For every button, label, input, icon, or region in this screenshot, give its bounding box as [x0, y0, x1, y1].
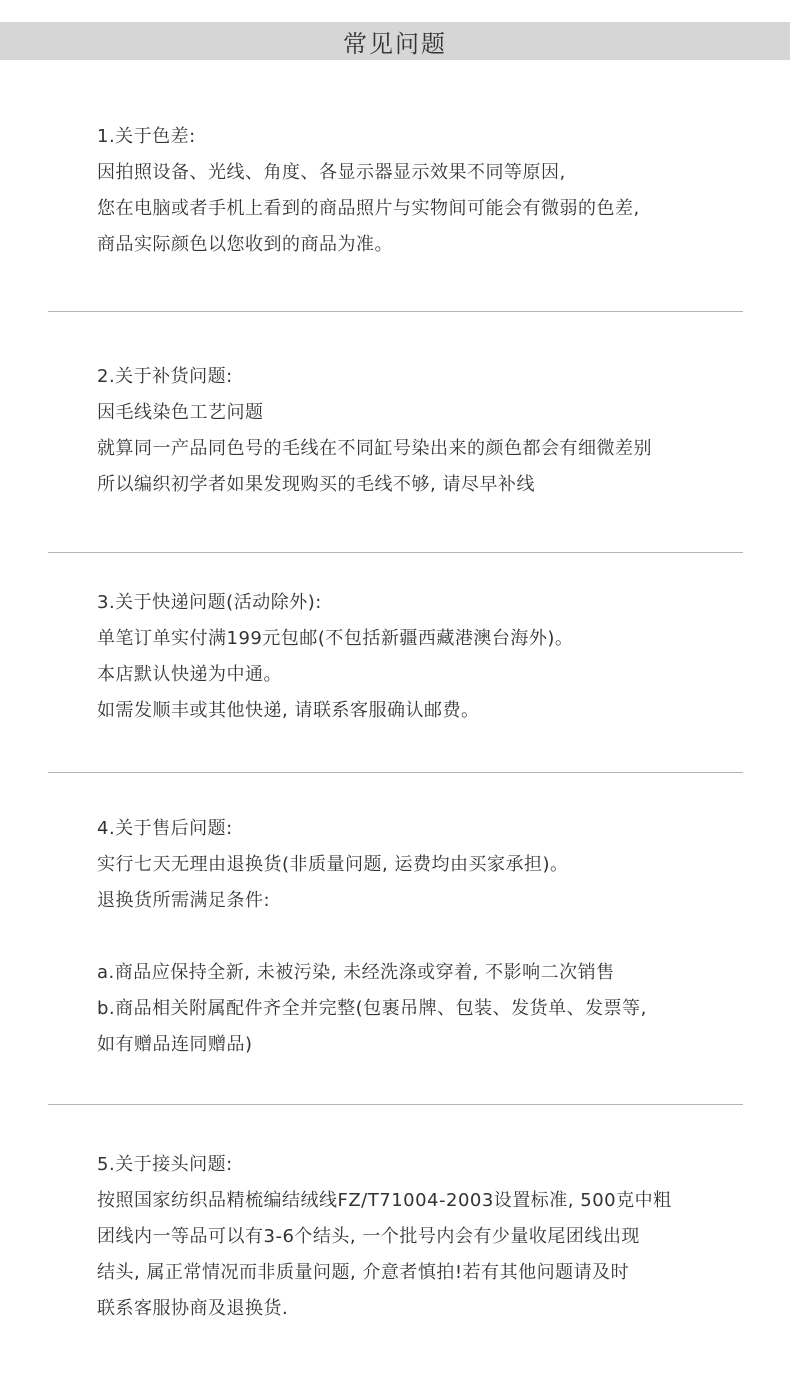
section-line: 就算同一产品同色号的毛线在不同缸号染出来的颜色都会有细微差别 — [97, 438, 652, 459]
page-title: 常见问题 — [343, 29, 447, 58]
section-heading: 2.关于补货问题: — [97, 366, 233, 387]
faq-section-restock — [97, 359, 737, 503]
section-divider — [48, 552, 743, 553]
section-line: 团线内一等品可以有3-6个结头, 一个批号内会有少量收尾团线出现 — [97, 1226, 640, 1247]
faq-section-after-sales — [97, 811, 737, 1063]
faq-section-color-difference — [97, 119, 737, 263]
section-line: 本店默认快递为中通。 — [97, 664, 282, 685]
section-divider — [48, 311, 743, 312]
section-divider — [48, 1104, 743, 1105]
section-heading: 1.关于色差: — [97, 126, 196, 147]
section-line: 因拍照设备、光线、角度、各显示器显示效果不同等原因, — [97, 162, 566, 183]
page-header — [0, 22, 790, 60]
section-line: 结头, 属正常情况而非质量问题, 介意者慎拍!若有其他问题请及时 — [97, 1262, 630, 1283]
section-line: 按照国家纺织品精梳编结绒线FZ/T71004-2003设置标准, 500克中粗 — [97, 1190, 672, 1211]
section-line: 商品实际颜色以您收到的商品为准。 — [97, 234, 393, 255]
condition-item: a.商品应保持全新, 未被污染, 未经洗涤或穿着, 不影响二次销售 — [97, 962, 615, 983]
condition-item: 如有赠品连同赠品) — [97, 1034, 253, 1055]
section-line: 联系客服协商及退换货. — [97, 1298, 289, 1319]
section-line: 退换货所需满足条件: — [97, 890, 271, 911]
section-heading: 5.关于接头问题: — [97, 1154, 233, 1175]
section-heading: 4.关于售后问题: — [97, 818, 233, 839]
section-line: 单笔订单实付满199元包邮(不包括新疆西藏港澳台海外)。 — [97, 628, 574, 649]
section-line: 实行七天无理由退换货(非质量问题, 运费均由买家承担)。 — [97, 854, 569, 875]
section-heading: 3.关于快递问题(活动除外): — [97, 592, 322, 613]
section-line: 因毛线染色工艺问题 — [97, 402, 264, 423]
section-line: 如需发顺丰或其他快递, 请联系客服确认邮费。 — [97, 700, 480, 721]
section-line: 您在电脑或者手机上看到的商品照片与实物间可能会有微弱的色差, — [97, 198, 640, 219]
condition-item: b.商品相关附属配件齐全并完整(包裹吊牌、包装、发货单、发票等, — [97, 998, 647, 1019]
section-line: 所以编织初学者如果发现购买的毛线不够, 请尽早补线 — [97, 474, 535, 495]
faq-section-knots — [97, 1147, 737, 1327]
faq-section-shipping — [97, 585, 737, 729]
section-divider — [48, 772, 743, 773]
